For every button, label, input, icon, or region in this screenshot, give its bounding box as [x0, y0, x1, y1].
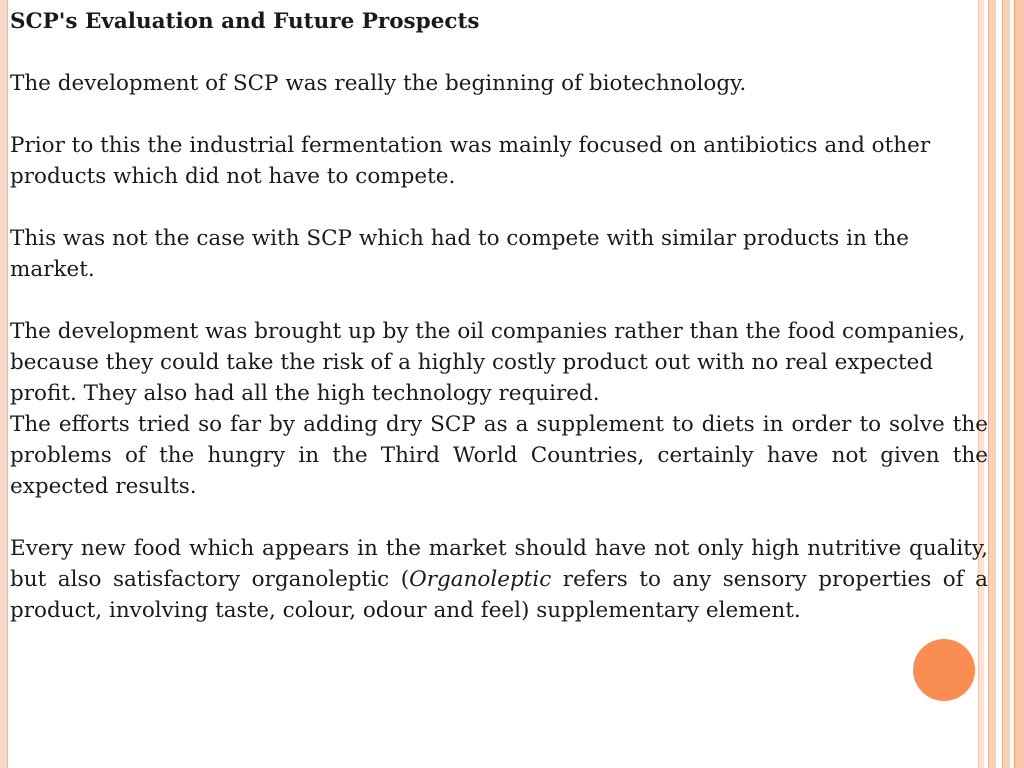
paragraph-oil-companies: The development was brought up by the oil companies rather than the food companies, because they could take the risk of a highly costly product out with no real expected profit. They also had all the high technology required.: [10, 319, 966, 406]
paragraph-dry-scp-efforts: The efforts tried so far by adding dry SCP as a supplement to diets in order to solve the problems of the hungry in the Third World Countries, certainly have not given the expected results.: [10, 412, 988, 499]
stripe-3: [1002, 0, 1010, 768]
paragraph-new-food-text-end: refers to any sensory properties of a product, involving taste, colour, odour and feel) supplementary element.: [10, 567, 988, 623]
paragraph-biotech-beginning: The development of SCP was really the beginning of biotechnology.: [10, 71, 747, 96]
orange-accent-circle: [913, 639, 975, 701]
slide-title: SCP's Evaluation and Future Prospects: [10, 9, 480, 34]
organoleptic-term: Organoleptic: [409, 567, 552, 592]
paragraph-new-food-quality: [10, 533, 988, 626]
stripe-2: [988, 0, 996, 768]
paragraph-prior-fermentation: Prior to this the industrial fermentation was mainly focused on antibiotics and other products which did not have to compete.: [10, 133, 931, 189]
left-border-rule: [0, 0, 8, 768]
slide-content: [10, 6, 988, 657]
paragraph-compete-market: This was not the case with SCP which had to compete with similar products in the market.: [10, 226, 909, 282]
stripe-4: [1014, 0, 1024, 768]
paragraph-new-food-text-start: Every new food which appears in the market should have not only high nutritive quality, but also satisfactory organoleptic (: [10, 536, 988, 592]
